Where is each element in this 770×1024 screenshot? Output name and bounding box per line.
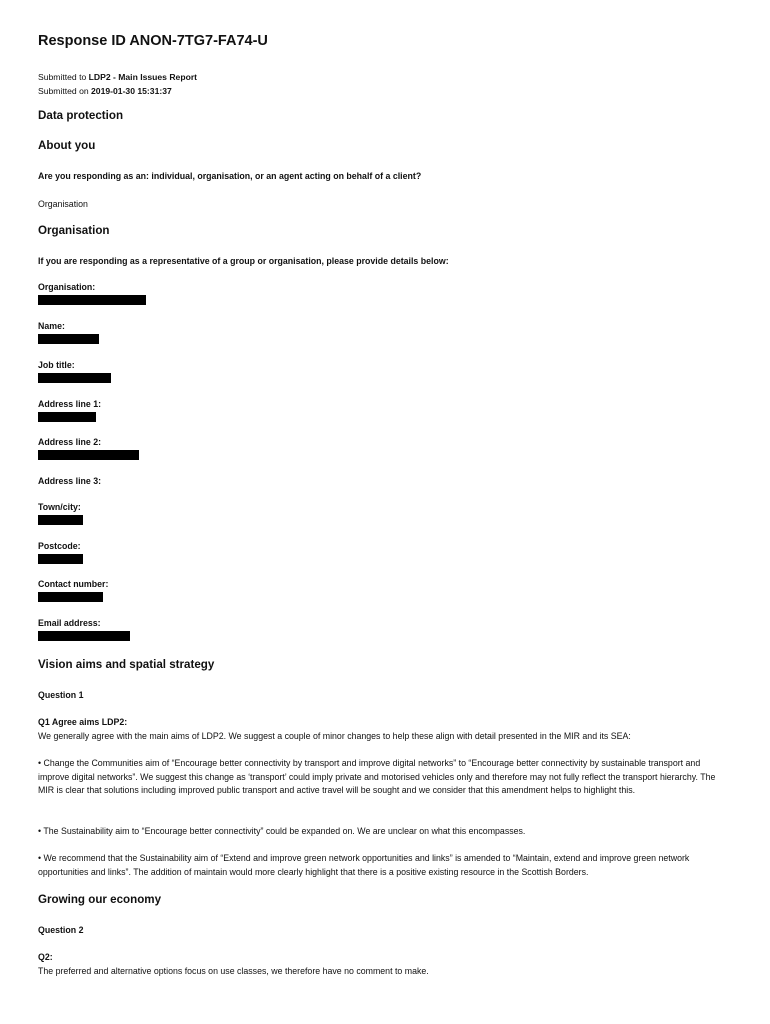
- submitted-on-value: 2019-01-30 15:31:37: [91, 86, 172, 96]
- field-label: Postcode:: [38, 541, 81, 551]
- q2-label: Q2:: [38, 952, 53, 962]
- field-label: Job title:: [38, 360, 75, 370]
- submitted-to: [38, 70, 732, 84]
- redaction-bar: [38, 334, 99, 344]
- field-label: Organisation:: [38, 282, 96, 292]
- redaction-bar: [38, 592, 103, 602]
- field-label: Contact number:: [38, 579, 109, 589]
- org-question: If you are responding as a representative of a group or organisation, please provide details below:: [38, 256, 449, 266]
- about-question: Are you responding as an: individual, organisation, or an agent acting on behalf of a client?: [38, 171, 422, 181]
- redaction-bar: [38, 554, 83, 564]
- field-label: Address line 2:: [38, 437, 102, 447]
- field-organisation: [38, 282, 146, 305]
- heading-organisation: Organisation: [38, 224, 110, 237]
- heading-data-protection: Data protection: [38, 109, 124, 122]
- q2-paragraph-1: The preferred and alternative options focus on use classes, we therefore have no comment to make.: [38, 966, 429, 976]
- redaction-bar: [38, 295, 146, 305]
- question-1-heading: Question 1: [38, 690, 84, 700]
- submitted-to-value: LDP2 - Main Issues Report: [88, 72, 198, 82]
- q1-label: Q1 Agree aims LDP2:: [38, 717, 128, 727]
- q1-paragraph-3: • The Sustainability aim to “Encourage better connectivity” could be expanded on. We are unclear on what this encompasses.: [38, 826, 526, 836]
- heading-vision: Vision aims and spatial strategy: [38, 658, 215, 671]
- submitted-on-prefix: Submitted on: [38, 86, 89, 96]
- q1-paragraph-1: We generally agree with the main aims of LDP2. We suggest a couple of minor changes to help these align with detail presented in the MIR and its SEA:: [38, 731, 631, 741]
- heading-about-you: About you: [38, 139, 96, 152]
- field-town: [38, 502, 83, 525]
- field-name: [38, 321, 99, 344]
- redaction-bar: [38, 450, 139, 460]
- field-label: Address line 1:: [38, 399, 102, 409]
- field-address-line-3: [38, 476, 101, 486]
- field-job-title: [38, 360, 111, 383]
- submitted-to-prefix: Submitted to: [38, 72, 87, 82]
- field-address-line-2: [38, 437, 139, 460]
- heading-growing-economy: Growing our economy: [38, 893, 162, 906]
- about-answer: Organisation: [38, 199, 88, 209]
- field-contact-number: [38, 579, 108, 602]
- field-label: Name:: [38, 321, 65, 331]
- field-label: Email address:: [38, 618, 101, 628]
- field-address-line-1: [38, 399, 101, 422]
- submitted-on: [38, 84, 732, 98]
- q1-paragraph-2: • Change the Communities aim of “Encourage better connectivity by transport and improve digital networks” to “Encourage better connectivity by sustainable transport and improve digital networks”. We suggest this change as ‘transport’ could imply private and motorised vehicles only and therefore may not fully reflect the transport hierarchy. The MIR is clear that solutions including improved public transport and active travel will be sought and we consider that this amendment helps to highlight this.: [38, 758, 716, 796]
- redaction-bar: [38, 631, 130, 641]
- field-email: [38, 618, 130, 641]
- field-label: Town/city:: [38, 502, 81, 512]
- page-title: Response ID ANON-7TG7-FA74-U: [38, 33, 268, 49]
- field-postcode: [38, 541, 83, 564]
- q1-paragraph-4: • We recommend that the Sustainability aim of “Extend and improve green network opportunities and links” is amended to “Maintain, extend and improve green network opportunities and links”. The addition of maintain would more clearly highlight that there is a positive existing resource in the Scottish Borders.: [38, 853, 690, 877]
- question-2-heading: Question 2: [38, 925, 84, 935]
- field-label: Address line 3:: [38, 476, 102, 486]
- redaction-bar: [38, 373, 111, 383]
- redaction-bar: [38, 412, 96, 422]
- redaction-bar: [38, 515, 83, 525]
